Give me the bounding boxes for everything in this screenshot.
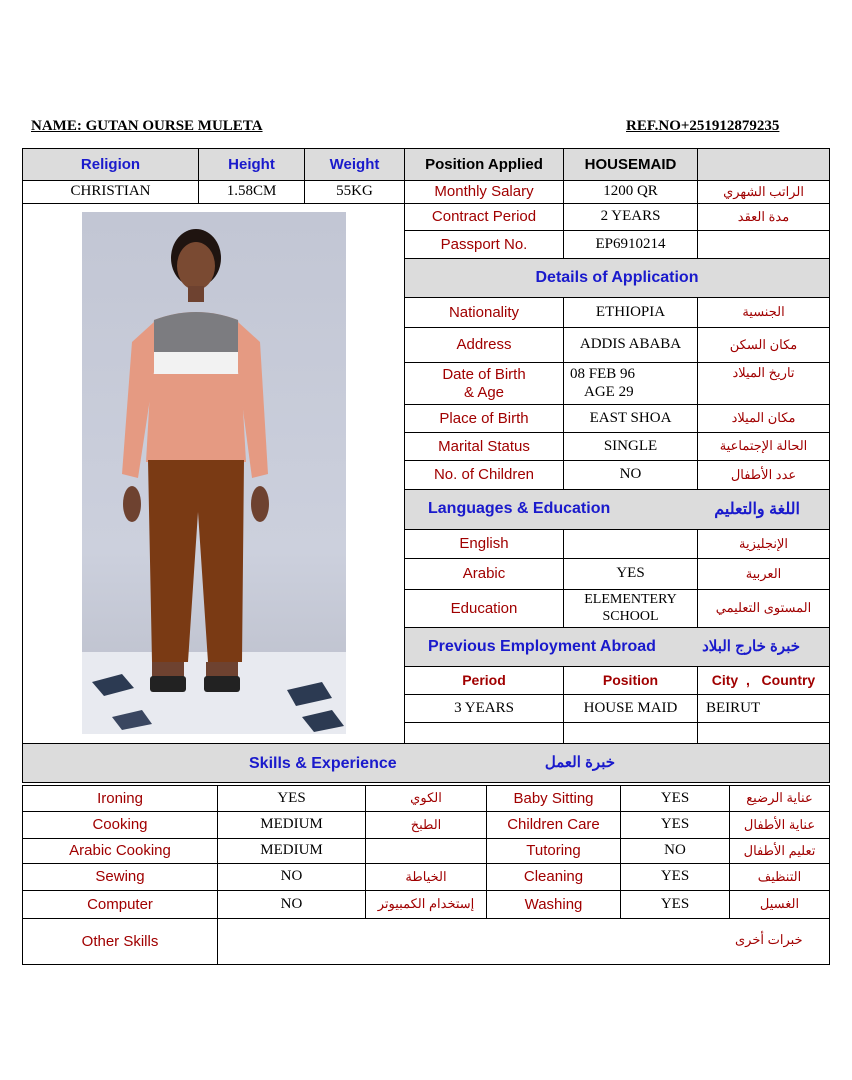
skill-label: Children Care [486,811,621,839]
english-arabic: الإنجليزية [697,529,830,559]
dob-date: 08 FEB 96 [570,366,636,383]
dob-arabic: تاريخ الميلاد [697,362,830,405]
skill-arabic: التنظيف [729,863,830,891]
nationality-label: Nationality [404,297,564,328]
height-value: 1.58CM [198,180,305,204]
other-skills-label: Other Skills [22,918,218,965]
skill-label: Ironing [22,785,218,812]
education-arabic: المستوى التعليمي [697,589,830,628]
skill-label: Sewing [22,863,218,891]
skill-arabic: تعليم الأطفال [729,838,830,864]
employment-empty-cell [563,722,698,744]
marital-status-value: SINGLE [563,432,698,461]
employment-col-position: Position [563,666,698,695]
skill-value: NO [217,890,366,919]
skill-label: Arabic Cooking [22,838,218,864]
skill-label: Cleaning [486,863,621,891]
contract-value: 2 YEARS [563,203,698,231]
english-label: English [404,529,564,559]
employment-empty-cell [697,722,830,744]
passport-value: EP6910214 [563,230,698,259]
employment-empty-cell [404,722,564,744]
dob-value [563,362,698,405]
dob-label-line1: Date of Birth [442,366,526,384]
address-arabic: مكان السكن [697,327,830,363]
marital-status-label: Marital Status [404,432,564,461]
languages-section-title: Languages & Education [428,500,611,517]
languages-section-arabic: اللغة والتعليم [714,501,800,518]
education-value [563,589,698,628]
skill-arabic: عناية الأطفال [729,811,830,839]
employment-section-arabic: خبرة خارج البلاد [702,638,800,655]
weight-value: 55KG [304,180,405,204]
skills-section-title: Skills & Experience [249,755,397,772]
other-skills-arabic: خبرات أخرى [735,932,803,947]
reference-number: REF.NO+251912879235 [626,118,780,134]
skill-label: Cooking [22,811,218,839]
skill-value: MEDIUM [217,838,366,864]
arabic-value: YES [563,558,698,590]
employment-col-period: Period [404,666,564,695]
applicant-photo [82,212,346,734]
education-value-line2: SCHOOL [602,608,659,624]
children-value: NO [563,460,698,490]
address-value: ADDIS ABABA [563,327,698,363]
salary-label: Monthly Salary [404,180,564,204]
position-arabic-cell [697,148,830,181]
religion-header: Religion [22,148,199,181]
skill-value: YES [217,785,366,812]
position-applied-value: HOUSEMAID [563,148,698,181]
children-arabic: عدد الأطفال [697,460,830,490]
skill-arabic: الخياطة [365,863,487,891]
skill-value: NO [217,863,366,891]
arabic-arabic: العربية [697,558,830,590]
skill-label: Washing [486,890,621,919]
skill-value: YES [620,890,730,919]
dob-label-line2: & Age [463,383,505,401]
height-header: Height [198,148,305,181]
skill-value: YES [620,863,730,891]
position-applied-header: Position Applied [404,148,564,181]
place-of-birth-arabic: مكان الميلاد [697,404,830,433]
employment-position-value: HOUSE MAID [563,694,698,723]
skill-arabic: الكوي [365,785,487,812]
skill-arabic: إستخدام الكمبيوتر [365,890,487,919]
skill-value: YES [620,811,730,839]
details-section-title: Details of Application [404,258,830,298]
salary-value: 1200 QR [563,180,698,204]
employment-city-value: BEIRUT [697,694,830,723]
contract-label: Contract Period [404,203,564,231]
skills-section-arabic: خبرة العمل [544,754,615,771]
children-label: No. of Children [404,460,564,490]
marital-status-arabic: الحالة الإجتماعية [697,432,830,461]
person-figure-icon [82,212,346,734]
age-value: AGE 29 [584,383,634,400]
employment-section-title: Previous Employment Abroad [428,638,656,655]
dob-label [404,362,564,405]
salary-arabic: الراتب الشهري [697,180,830,204]
skill-value: MEDIUM [217,811,366,839]
employment-period-value: 3 YEARS [404,694,564,723]
skill-arabic [365,838,487,864]
education-label: Education [404,589,564,628]
skill-arabic: الغسيل [729,890,830,919]
contract-arabic: مدة العقد [697,203,830,231]
skill-arabic: الطبخ [365,811,487,839]
skill-label: Tutoring [486,838,621,864]
passport-arabic-cell [697,230,830,259]
religion-value: CHRISTIAN [22,180,199,204]
address-label: Address [404,327,564,363]
nationality-arabic: الجنسية [697,297,830,328]
skill-label: Baby Sitting [486,785,621,812]
skills-section-header [22,743,830,783]
skill-value: YES [620,785,730,812]
applicant-name: NAME: GUTAN OURSE MULETA [31,118,263,134]
employment-col-city-country: City , Country [697,666,830,695]
passport-label: Passport No. [404,230,564,259]
english-value [563,529,698,559]
education-value-line1: ELEMENTERY [584,592,677,608]
place-of-birth-label: Place of Birth [404,404,564,433]
skill-value: NO [620,838,730,864]
arabic-label: Arabic [404,558,564,590]
skill-arabic: عناية الرضيع [729,785,830,812]
skill-label: Computer [22,890,218,919]
nationality-value: ETHIOPIA [563,297,698,328]
weight-header: Weight [304,148,405,181]
place-of-birth-value: EAST SHOA [563,404,698,433]
